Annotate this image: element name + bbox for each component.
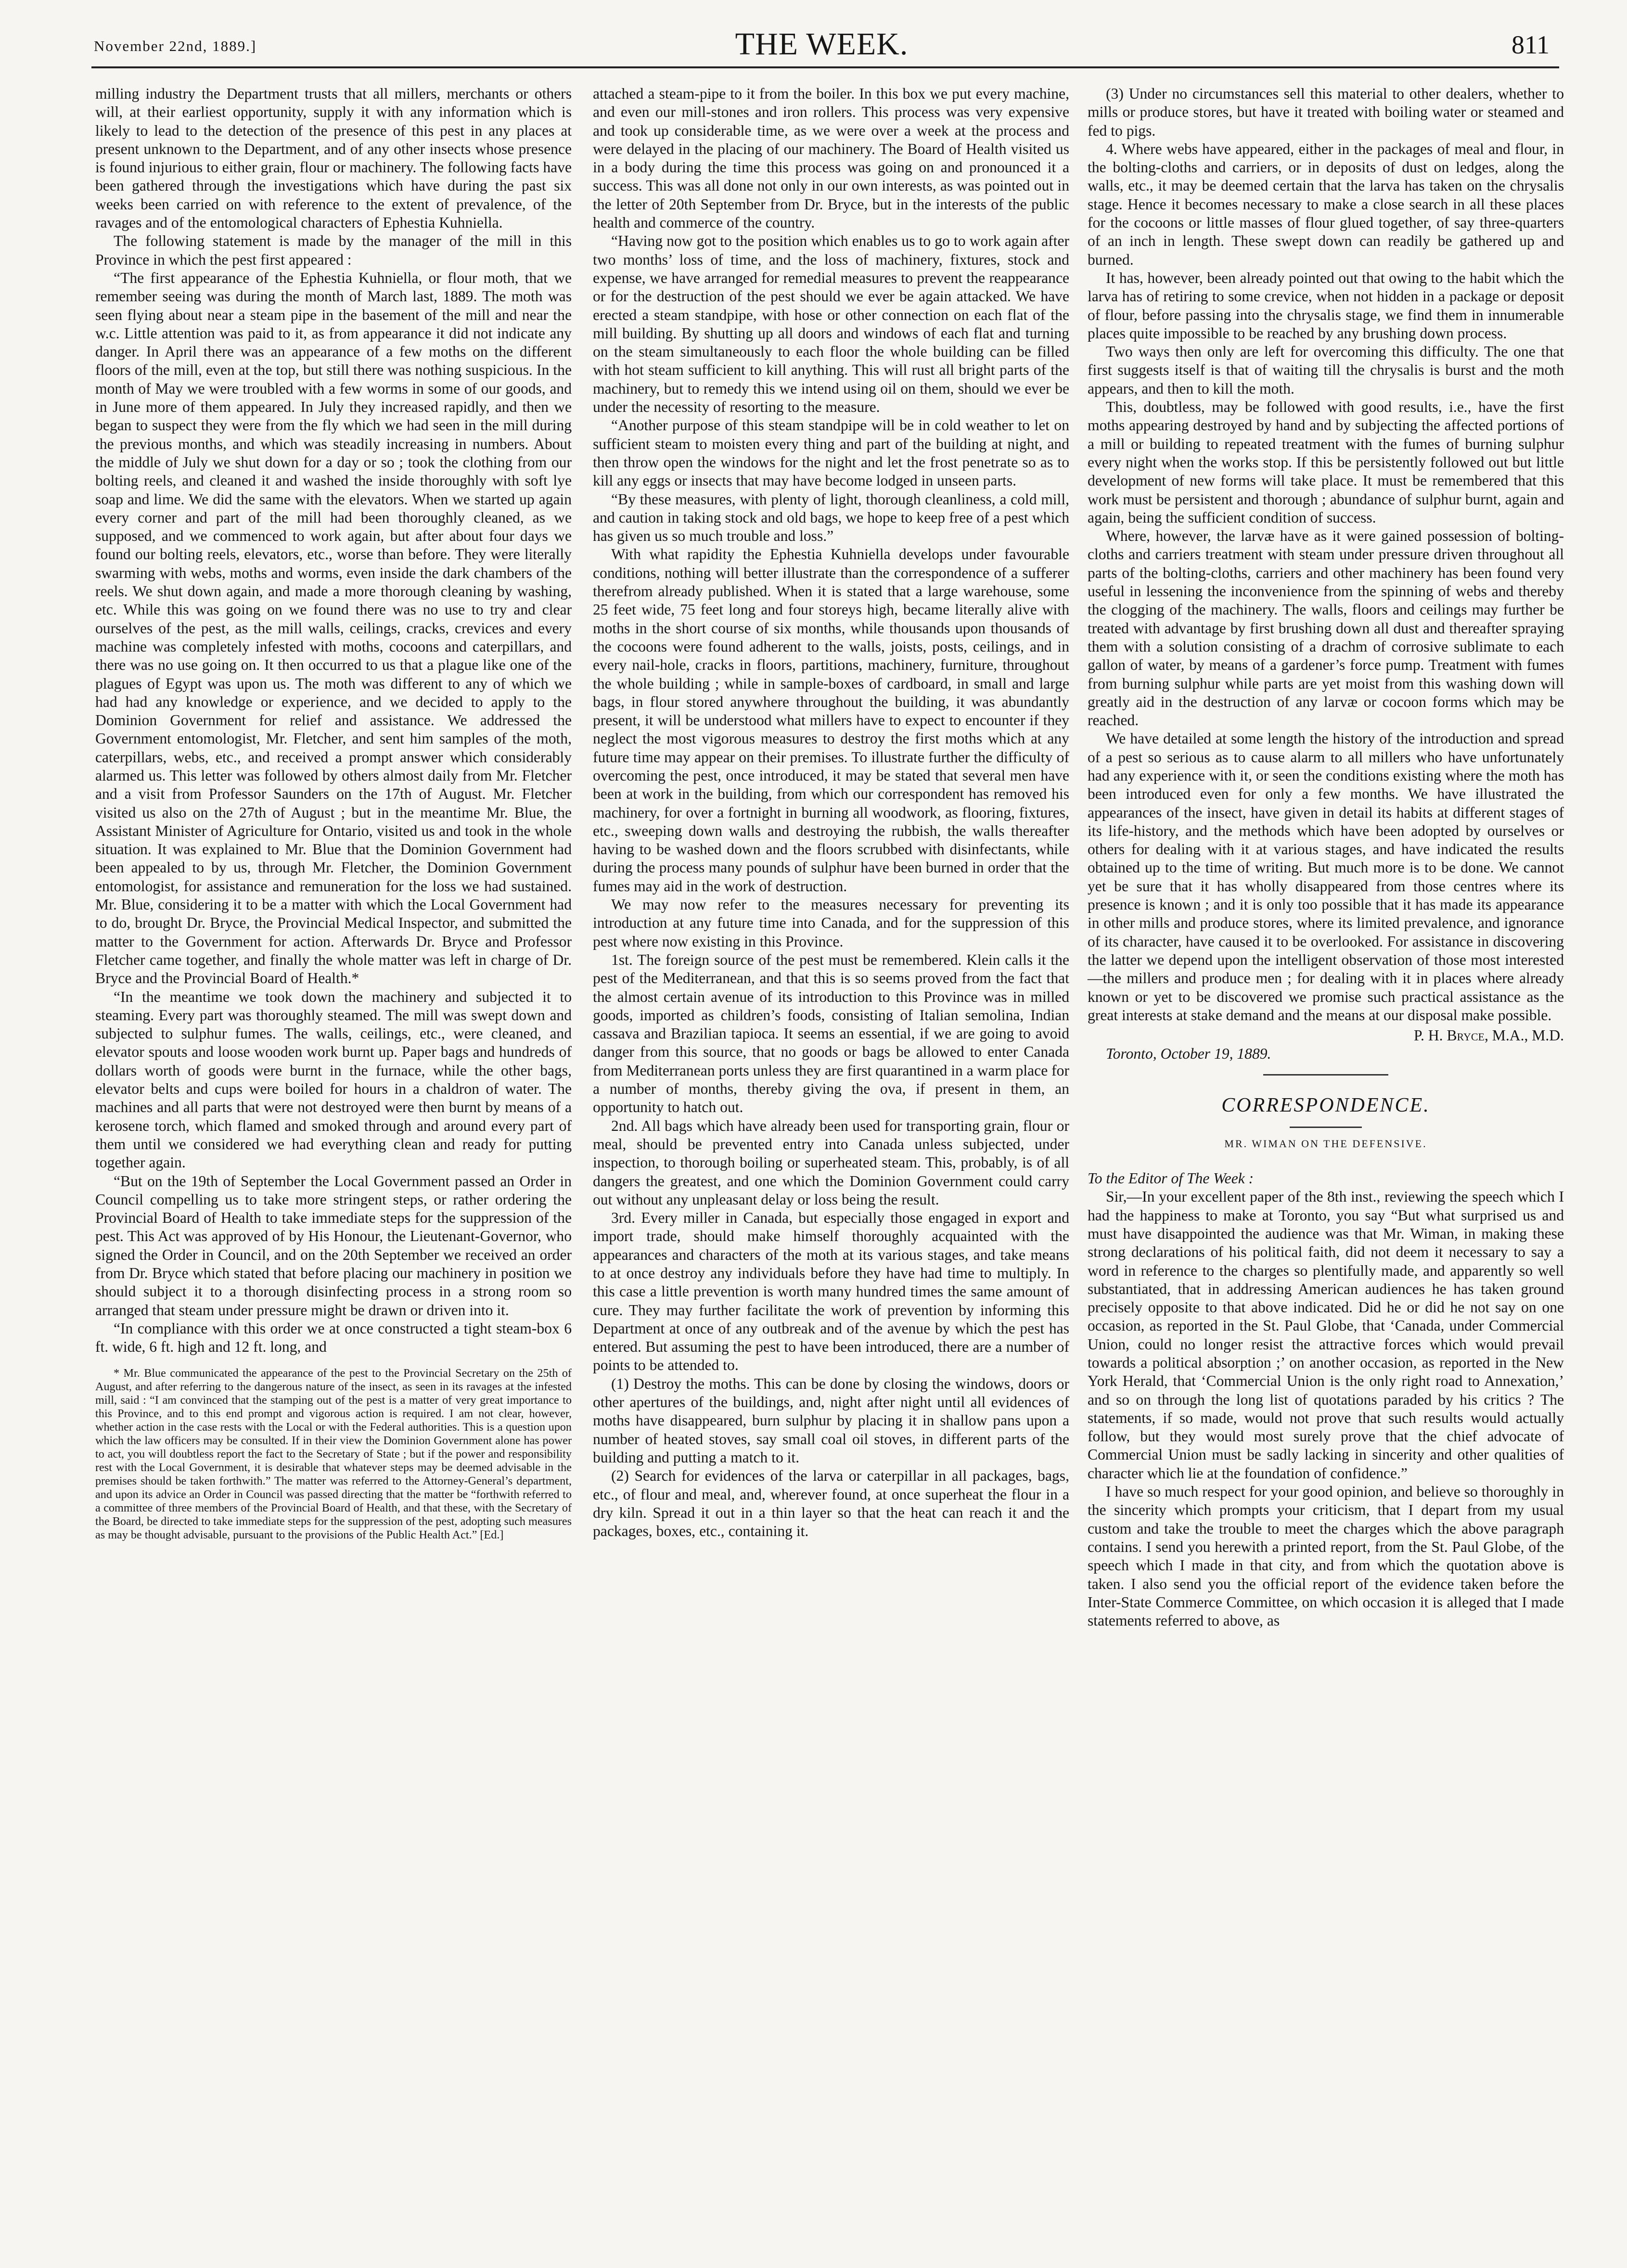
title-rule bbox=[1290, 1127, 1362, 1128]
issue-date: November 22nd, 1889.] bbox=[94, 38, 257, 54]
paragraph: I have so much respect for your good opinion, and believe so thoroughly in the sincerity which prompts your criticism, that I depart from my usual custom and take the trouble to meet the charges which the above paragraph contains. I send you herewith a printed report, from the St. Paul Globe, of the speech which I made in that city, and from which the quotation above is taken. I also send you the official report of the evidence taken before the Inter-State Commerce Committee, on which occasion it is alleged that I made statements referred to above, as bbox=[1088, 1483, 1564, 1629]
paragraph: It has, however, been already pointed out that owing to the habit which the larva has of retiring to some crevice, when not hidden in a package or deposit of flour, before passing into the chrysalis stage, we find them in innumerable places quite impossible to be reached by any brushing down process. bbox=[1088, 269, 1564, 342]
section-title: CORRESPONDENCE. bbox=[1221, 1094, 1430, 1116]
paragraph: 1st. The foreign source of the pest must be remembered. Klein calls it the pest of the Mediterranean, and that this is so seems proved from the fact that the almost certain avenue of its introduction to this Province was in milled goods, imported as children’s foods, consisting of Italian semolina, Indian cassava and Brazilian tapioca. It seems an essential, if we are going to avoid danger from this source, that no goods or bags be allowed to enter Canada from Mediterranean ports unless they are first quarantined in a warm place for a number of months, thereby giving the ova, if present in them, an opportunity to hatch out. bbox=[593, 951, 1069, 1116]
paragraph: We may now refer to the measures necessary for preventing its introduction at any future time into Canada, and for the suppression of this pest where now existing in this Province. bbox=[593, 896, 1069, 950]
paragraph: (3) Under no circumstances sell this material to other dealers, whether to mills or produce stores, but have it treated with boiling water or steamed and fed to pigs. bbox=[1088, 85, 1564, 139]
publication-title: THE WEEK. bbox=[735, 26, 909, 62]
paragraph: “Having now got to the position which enables us to go to work again after two months’ loss of time, and the loss of machinery, fixtures, stock and expense, we have arranged for remedial measures to prevent the reappearance or for the destruction of the pest should we ever be again attacked. We have erected a steam standpipe, with hose or other connection on each flat of the mill building. By shutting up all doors and windows of each flat and turning on the steam simultaneously to each floor the whole building can be filled with hot steam sufficient to kill anything. This will rust all bright parts of the machinery, but to remedy this we intend using oil on them, should we ever be under the necessity of resorting to the measure. bbox=[593, 232, 1069, 416]
paragraph: Two ways then only are left for overcoming this difficulty. The one that first suggests itself is that of waiting till the chrysalis is burst and the moth appears, and then to kill the moth. bbox=[1088, 343, 1564, 397]
paragraph: This, doubtless, may be followed with good results, i.e., have the first moths appearing destroyed by hand and by subjecting the affected portions of a mill or building to repeated treatment with the fumes of burning sulphur every night when the works stop. If this be persistently followed out but little development of new forms will take place. It must be remembered that this work must be persistent and thorough ; abundance of sulphur burnt, again and again, being the sufficient condition of success. bbox=[1088, 398, 1564, 526]
paragraph: Where, however, the larvæ have as it were gained possession of bolting-cloths and carriers treatment with steam under pressure driven throughout all parts of the bolting-cloths, carriers and other machinery has been found very useful in lessening the inconvenience from the spinning of webs and thereby the clogging of the machinery. The walls, floors and ceilings may further be treated with advantage by first brushing down all dust and thereafter spraying them with a solution consisting of a drachm of corrosive sublimate to each gallon of water, by means of a gardener’s force pump. Treatment with fumes from burning sulphur while parts are yet moist from this washing down will greatly aid in the destruction of any larvæ or cocoon forms which may be reached. bbox=[1088, 527, 1564, 729]
paragraph: (2) Search for evidences of the larva or caterpillar in all packages, bags, etc., of flour and meal, and, wherever found, at once superheat the flour in a dry kiln. Spread it out in a thin layer so that the heat can reach it and the packages, boxes, etc., containing it. bbox=[593, 1467, 1069, 1540]
paragraph: (1) Destroy the moths. This can be done by closing the windows, doors or other apertures of the buildings, and, night after night until all evidences of moths have disappeared, burn sulphur by placing it in shallow pans upon a number of heated stoves, say small coal oil stoves, in different parts of the building and putting a match to it. bbox=[593, 1375, 1069, 1466]
column-1 bbox=[95, 85, 572, 2197]
paragraph: attached a steam-pipe to it from the boiler. In this box we put every machine, and even our mill-stones and iron rollers. This process was very expensive and took up considerable time, as we were over a week at the process and were delayed in the placing of our machinery. The Board of Health visited us in a body during the time this process was going on and pronounced it a success. This was all done not only in our own interests, as was pointed out in the letter of 20th September from Dr. Bryce, but in the interests of the public health and commerce of the country. bbox=[593, 85, 1069, 231]
section-divider bbox=[1263, 1074, 1388, 1076]
masthead bbox=[94, 25, 1550, 68]
dateline: Toronto, October 19, 1889. bbox=[1106, 1045, 1271, 1063]
footnote: * Mr. Blue communicated the appearance of the pest to the Provincial Secretary on the 25th of August, and after referring to the dangerous nature of the insect, as seen in its ravages at the infested mill, said : “I am convinced that the stamping out of the pest is a matter of very great importance to this Province, and to this end prompt and vigorous action is required. I am not clear, however, whether action in the case rests with the Local or with the Federal authorities. This is a question upon which the law officers may be consulted. If in their view the Dominion Government alone has power to act, you will doubtless report the fact to the Secretary of State ; but if the power and responsibility rest with the Local Government, it is desirable that whatever steps may be deemed advisable in the premises should be taken forthwith.” The matter was referred to the Attorney-General’s department, and upon its advice an Order in Council was passed directing that the matter be “forthwith referred to a committee of three members of the Provincial Board of Health, and that these, with the Secretary of the Board, be directed to take immediate steps for the suppression of the pest, adopting such measures as may be thought advisable, pursuant to the provisions of the Public Health Act.” [Ed.] bbox=[95, 1367, 572, 1542]
paragraph: 2nd. All bags which have already been used for transporting grain, flour or meal, should be prevented entry into Canada unless subjected, under inspection, to thorough boiling or superheated steam. This, probably, is of all dangers the greatest, and one which the Dominion Government could carry out without any unpleasant delay or loss being the result. bbox=[593, 1117, 1069, 1208]
paragraph: With what rapidity the Ephestia Kuhniella develops under favourable conditions, nothing will better illustrate than the correspondence of a sufferer therefrom already published. When it is stated that a large warehouse, some 25 feet wide, 75 feet long and four storeys high, became literally alive with moths in the short course of six months, while thousands upon thousands of the cocoons were found adherent to the walls, joists, posts, ceilings, and in every nail-hole, cracks in floors, partitions, machinery, furniture, throughout the whole building ; while in sample-boxes of cardboard, in small and large bags, in flour stored anywhere throughout the building, it was abundantly present, it will be understood what millers have to expect to encounter if they neglect the most vigorous measures to destroy the first moths which at any future time may appear on their premises. To illustrate further the difficulty of overcoming the pest, once introduced, it may be stated that several men have been at work in the building, from which our correspondent has removed his machinery, for over a fortnight in burning all woodwork, as flooring, fixtures, etc., sweeping down walls and destroying the rubbish, the walls thereafter having to be washed down and the floors scrubbed with disinfectants, while during the process many pounds of sulphur have been burned in order that the fumes may aid in the work of destruction. bbox=[593, 546, 1069, 895]
paragraph: 4. Where webs have appeared, either in the packages of meal and flour, in the bolting-cloths and carriers, or in deposits of dust on ledges, along the walls, etc., it may be deemed certain that the larva has taken on the chrysalis stage. Hence it becomes necessary to make a close search in all these places for the cocoons or little masses of flour glued together, of say three-quarters of an inch in length. These swept down can readily be gathered up and burned. bbox=[1088, 140, 1564, 268]
salutation: To the Editor of The Week : bbox=[1088, 1170, 1254, 1187]
paragraph: We have detailed at some length the history of the introduction and spread of a pest so serious as to cause alarm to all millers who have unfortunately had any experience with it, or seen the conditions existing where the moth has been introduced even for only a few months. We have illustrated the appearances of the insect, have given in detail its habits at different stages of its life-history, and the methods which have been adopted by ourselves or others for dealing with it at various stages, and have indicated the results obtained up to the time of writing. But much more is to be done. We cannot yet be sure that it has wholly disappeared from those centres where its presence is known ; and it is only too possible that it has made its appearance in other mills and produce stores, where its limited prevalence, and ignorance of its character, have caused it to be overlooked. For assistance in discovering the latter we depend upon the intelligent observation of those most interested—the millers and produce men ; for dealing with it in places where already known or yet to be discovered we promise such practical assistance as the great interests at stake demand and the means at our disposal make possible. bbox=[1088, 730, 1564, 1024]
paragraph: The following statement is made by the manager of the mill in this Province in which the pest first appeared : bbox=[95, 232, 572, 268]
author-signature: P. H. Bryce, M.A., M.D. bbox=[1413, 1027, 1564, 1044]
letter-title: MR. WIMAN ON THE DEFENSIVE. bbox=[1224, 1137, 1427, 1150]
paragraph: “But on the 19th of September the Local Government passed an Order in Council compelling us to take more stringent steps, or rather ordering the Provincial Board of Health to take immediate steps for the suppression of the pest. This Act was approved of by His Honour, the Lieutenant-Governor, who signed the Order in Council, and on the 20th September we received an order from Dr. Bryce which stated that before placing our machinery in position we should subject it to a thorough disinfecting process in a strong room so arranged that steam under pressure might be drawn or driven into it. bbox=[95, 1172, 572, 1319]
paragraph: “By these measures, with plenty of light, thorough cleanliness, a cold mill, and caution in taking stock and old bags, we hope to keep free of a pest which has given us so much trouble and loss.” bbox=[593, 490, 1069, 545]
paragraph: “The first appearance of the Ephestia Kuhniella, or flour moth, that we remember seeing was during the month of March last, 1889. The moth was seen flying about near a steam pipe in the basement of the mill and near the w.c. Little attention was paid to it, as from appearance it did not indicate any danger. In April there was an appearance of a few moths on the different floors of the mill, even at the top, but still there was nothing suspicious. In the month of May we were troubled with a few worms in some of our goods, and in June more of them appeared. In July they increased rapidly, and then we began to suspect they were from the fly which we had seen in the mill during the previous months, and which was steadily increasing in numbers. About the middle of July we shut down for a day or so ; took the clothing from our bolting reels, and cleaned it and washed the inside thoroughly with soft lye soap and lime. We did the same with the elevators. When we started up again every corner and part of the mill had been thoroughly cleaned, as we supposed, and we commenced to work again, but after about four days we found our bolting reels, elevators, etc., worse than before. They were literally swarming with webs, moths and worms, even inside the dark chambers of the reels. We shut down again, and made a more thorough cleaning by washing, etc. While this was going on we found there was no use to try and clear ourselves of the pest, as the mill walls, ceilings, cracks, crevices and every machine was completely infested with moths, cocoons and caterpillars, and there was no use going on. It then occurred to us that a plague like one of the plagues of Egypt was upon us. The moth was different to any of which we had had any knowledge or experience, and we decided to apply to the Dominion Government for relief and assistance. We addressed the Government entomologist, Mr. Fletcher, and sent him samples of the moth, caterpillars, webs, etc., and received a prompt answer which considerably alarmed us. This letter was followed by others almost daily from Mr. Fletcher and a visit from Professor Saunders on the 17th of August. Mr. Fletcher visited us also on the 27th of August ; but in the meantime Mr. Blue, the Assistant Minister of Agriculture for Ontario, visited us and took in the whole situation. It was explained to Mr. Blue that the Dominion Government had been appealed to by us, through Mr. Fletcher, the Dominion Government entomologist, for assistance and remuneration for the loss we had sustained. Mr. Blue, considering it to be a matter with which the Local Government had to do, brought Dr. Bryce, the Provincial Medical Inspector, and submitted the matter to the Government for action. Afterwards Dr. Bryce and Professor Fletcher came together, and finally the whole matter was left in charge of Dr. Bryce and the Provincial Board of Health.* bbox=[95, 269, 572, 987]
column-2 bbox=[593, 85, 1069, 2241]
page-number: 811 bbox=[1512, 30, 1550, 59]
paragraph: “In compliance with this order we at once constructed a tight steam-box 6 ft. wide, 6 ft. high and 12 ft. long, and bbox=[95, 1320, 572, 1356]
paragraph: Sir,—In your excellent paper of the 8th inst., reviewing the speech which I had the happiness to make at Toronto, you say “But what surprised us and must have disappointed the audience was that Mr. Wiman, in making these strong declarations of his political faith, did not deem it necessary to say a word in reference to the charges so plentifully made, and apparently so well substantiated, that in addressing American audiences he has taken ground precisely opposite to that above indicated. Did he or did he not say on one occasion, as reported in the St. Paul Globe, that ‘Canada, under Commercial Union, could no longer resist the attractive forces which would prevail towards a political absorption ;’ on another occasion, as reported in the New York Herald, that ‘Commercial Union is the only right road to Annexation,’ and so on through the long list of quotations paraded by his critics ? The statements, if so made, would not prove that such results would actually follow, but they would most surely prove that the chief advocate of Commercial Union must be sadly lacking in sincerity and other qualities of character which lie at the foundation of confidence.” bbox=[1088, 1188, 1564, 1482]
paragraph: milling industry the Department trusts that all millers, merchants or others will, at their earliest opportunity, supply it with any information which is likely to lead to the detection of the presence of this pest in any places at present unknown to the Department, and of any other insects whose presence is found injurious to either grain, flour or machinery. The following facts have been gathered through the investigations which have during the past six weeks been carried on with reference to the extent of prevalence, of the ravages and of the entomological characters of Ephestia Kuhniella. bbox=[95, 85, 572, 231]
paragraph: “In the meantime we took down the machinery and subjected it to steaming. Every part was thoroughly steamed. The mill was swept down and subjected to sulphur fumes. The walls, ceilings, etc., were cleaned, and elevator spouts and loose wooden work burnt up. Paper bags and hundreds of dollars worth of goods were burnt in the furnace, while the other bags, elevator belts and cups were boiled for hours in a chaldron of water. The machines and all parts that were not destroyed were then burnt by means of a kerosene torch, which flamed and smoked through and around every part of them until we considered we had everything clean and ready for putting together again. bbox=[95, 988, 572, 1171]
paragraph: 3rd. Every miller in Canada, but especially those engaged in export and import trade, should make himself thoroughly acquainted with the appearances and characters of the moth at its various stages, and take means to at once destroy any individuals before they have had time to multiply. In this case a little prevention is worth many hundred times the same amount of cure. They may further facilitate the work of prevention by informing this Department at once of any outbreak and of the avenue by which the pest has entered. But assuming the pest to have been introduced, there are a number of points to be attended to. bbox=[593, 1209, 1069, 1374]
column-3 bbox=[1088, 85, 1564, 2241]
masthead-rule bbox=[91, 66, 1559, 68]
paragraph: “Another purpose of this steam standpipe will be in cold weather to let on sufficient steam to moisten every thing and part of the building at night, and then throw open the windows for the night and let the frost penetrate so as to kill any eggs or insects that may have become lodged in unseen parts. bbox=[593, 417, 1069, 489]
